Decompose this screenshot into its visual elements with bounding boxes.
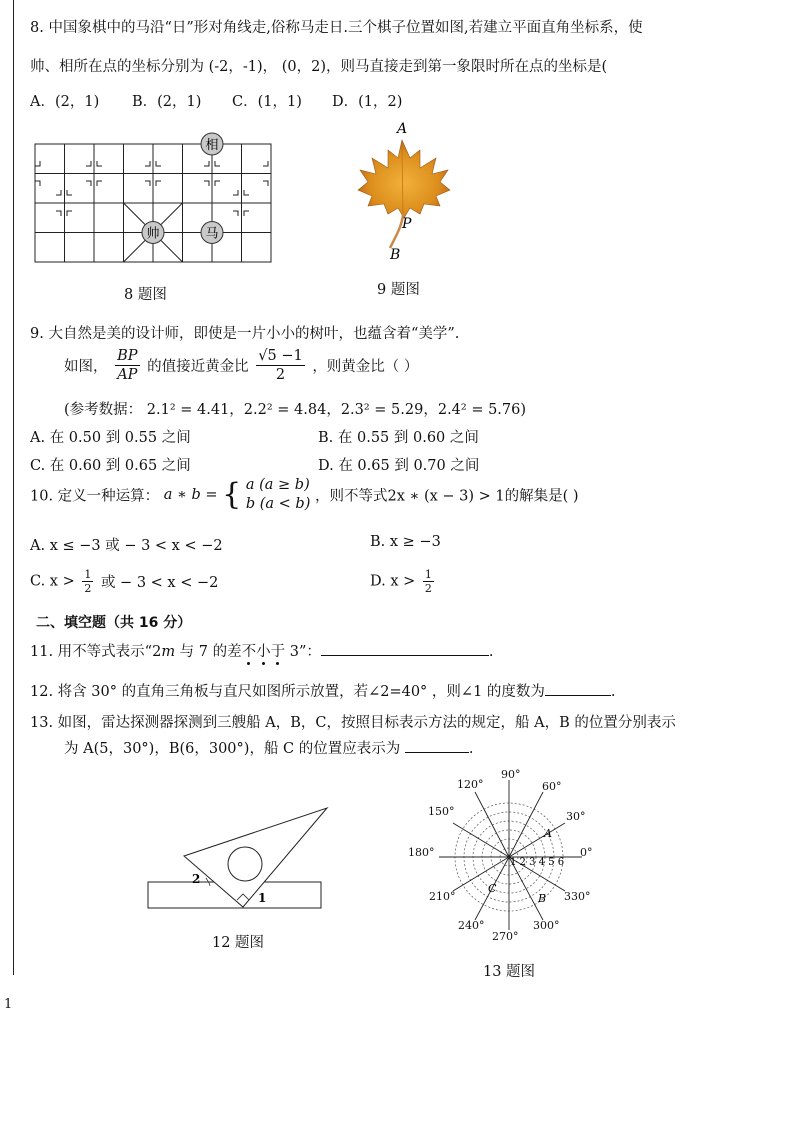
q10-option-c-pre: C. x > — [30, 573, 75, 590]
margin-line — [13, 0, 14, 975]
q8-caption: 8 题图 — [124, 287, 167, 303]
q9-line2 — [64, 347, 418, 384]
q10-tail: ，则不等式2x ∗ (x − 3) > 1的解集是( ) — [314, 488, 579, 505]
ring-numbers: 1 2 3 4 5 6 — [510, 857, 565, 868]
q11-dot-3: 于 — [270, 644, 286, 660]
angle-2-label: 2 — [192, 872, 201, 886]
golden-fraction — [256, 347, 304, 384]
q10-case2: b (a < b) — [245, 496, 311, 512]
page-number: 1 — [4, 997, 13, 1012]
ratio-fraction — [115, 347, 139, 384]
ratio-numerator: BP — [117, 348, 138, 364]
angle-180: 180° — [408, 846, 435, 859]
ship-c: C — [488, 882, 497, 895]
q9-option-b: B. 在 0.55 到 0.60 之间 — [318, 430, 479, 446]
q13-line1: 13. 如图，雷达探测器探测到三艘船 A，B，C，按照目标表示方法的规定，船 A，B 的位置分别表示 — [30, 715, 676, 731]
q10-option-c-post: 或 − 3 < x < −2 — [100, 575, 219, 591]
q10-brace: { — [222, 477, 242, 512]
leaf-shape — [358, 140, 450, 218]
q10-operator: a ∗ b = — [163, 487, 218, 503]
angle-210: 210° — [429, 890, 456, 903]
angle-120: 120° — [457, 778, 484, 791]
q10-case1: a (a ≥ b) — [245, 477, 310, 493]
q13-line2-text: 为 A(5，30°)，B(6，300°)，船 C 的位置应表示为 — [64, 741, 401, 757]
angle-60: 60° — [542, 780, 562, 793]
q9-reference: (参考数据： 2.1² = 4.41，2.2² = 4.84，2.3² = 5.29，2.4² = 5.76) — [64, 402, 527, 418]
q9-mid: 的值接近黄金比 — [147, 359, 249, 375]
q11-dot-1: 不 — [241, 644, 257, 660]
angle-0: 0° — [580, 846, 593, 859]
svg-text:帅: 帅 — [146, 226, 160, 242]
q11-mid: 与 7 的差 — [175, 644, 242, 660]
ship-a: A — [544, 827, 552, 840]
q12-answer-blank[interactable] — [545, 695, 611, 696]
half-fraction-d — [423, 568, 434, 595]
angle-30: 30° — [566, 810, 586, 823]
q11-line: 11. 用不等式表示“2m 与 7 的差不小于 3”： . — [30, 644, 494, 660]
q10-lead: 10. 定义一种运算： — [30, 488, 160, 505]
q8-line2: 帅、相所在点的坐标分别为 (-2，-1)， (0，2)，则马直接走到第一象限时所在点的坐标是( — [30, 59, 608, 75]
piece-xiang — [201, 133, 223, 155]
q10-option-d — [370, 568, 437, 595]
q9-caption: 9 题图 — [377, 282, 420, 298]
piece-ma — [201, 222, 223, 244]
angle-1-label: 1 — [258, 891, 267, 905]
q9-option-c: C. 在 0.60 到 0.65 之间 — [30, 458, 191, 474]
triangle-ruler-figure — [140, 800, 340, 915]
q13-answer-blank[interactable] — [405, 752, 469, 753]
q11-pre: 11. 用不等式表示“2 — [30, 644, 162, 660]
q9-option-d: D. 在 0.65 到 0.70 之间 — [318, 458, 480, 474]
ratio-denominator: AP — [117, 367, 138, 383]
q9-line1: 9. 大自然是美的设计师，即使是一片小小的树叶，也蕴含着“美学”. — [30, 326, 460, 342]
q9-tail: ，则黄金比（ ） — [312, 359, 419, 375]
svg-text:马: 马 — [205, 226, 219, 242]
q9-option-a: A. 在 0.50 到 0.55 之间 — [30, 430, 191, 446]
label-p: P — [402, 216, 412, 232]
q11-dot-2: 小 — [256, 644, 271, 660]
ship-b: B — [538, 892, 547, 905]
half-numerator-d: 1 — [424, 568, 432, 581]
q11-answer-blank[interactable] — [321, 655, 489, 656]
q13-caption: 13 题图 — [483, 964, 536, 980]
set-square — [184, 808, 327, 907]
angle-330: 330° — [564, 890, 591, 903]
piece-shuai — [142, 222, 164, 244]
radar-axes — [439, 780, 582, 930]
angle-300: 300° — [533, 919, 560, 932]
radar-figure — [402, 766, 602, 946]
q11-var: m — [161, 644, 176, 660]
q8-option-c: C．(1，1) — [232, 94, 302, 110]
q11-post: 3”： — [285, 644, 321, 660]
golden-numerator: √5 −1 — [258, 348, 303, 364]
q9-lead: 如图， — [64, 359, 108, 375]
q10-option-c — [30, 568, 218, 595]
q12-text: 12. 将含 30° 的直角三角板与直尺如图所示放置，若∠2=40° ，则∠1 的度数为 — [30, 684, 545, 700]
q8-option-d: D．(1，2) — [332, 94, 403, 110]
angle-90: 90° — [501, 768, 521, 781]
q10-cases — [246, 476, 311, 514]
q8-option-b: B．(2，1) — [132, 94, 202, 110]
half-numerator-c: 1 — [84, 568, 92, 581]
half-fraction-c — [82, 568, 93, 595]
q10-line — [30, 476, 579, 514]
label-b: B — [390, 247, 401, 263]
angle-240: 240° — [458, 919, 485, 932]
half-denominator-d: 2 — [424, 582, 432, 595]
q12-line: 12. 将含 30° 的直角三角板与直尺如图所示放置，若∠2=40° ，则∠1 的度数为 . — [30, 684, 616, 700]
maple-leaf-figure — [340, 118, 470, 268]
angle-150: 150° — [428, 805, 455, 818]
q13-line2: 为 A(5，30°)，B(6，300°)，船 C 的位置应表示为 . — [64, 741, 474, 757]
chessboard-figure — [28, 128, 278, 268]
q8-line1: 8. 中国象棋中的马沿“日”形对角线走,俗称马走日.三个棋子位置如图,若建立平面直角坐标系，使 — [30, 20, 643, 36]
q10-option-b: B. x ≥ −3 — [370, 534, 441, 550]
q10-option-a: A. x ≤ −3 或 − 3 < x < −2 — [30, 538, 223, 554]
svg-text:相: 相 — [205, 138, 219, 153]
q10-option-d-pre: D. x > — [370, 573, 416, 590]
q8-option-a: A．(2，1) — [30, 94, 100, 110]
golden-denominator: 2 — [275, 367, 286, 383]
q12-caption: 12 题图 — [212, 935, 265, 951]
label-a: A — [397, 121, 408, 137]
angle-270: 270° — [492, 930, 519, 943]
half-denominator-c: 2 — [84, 582, 92, 595]
section-title: 二、填空题（共 16 分） — [36, 615, 192, 631]
